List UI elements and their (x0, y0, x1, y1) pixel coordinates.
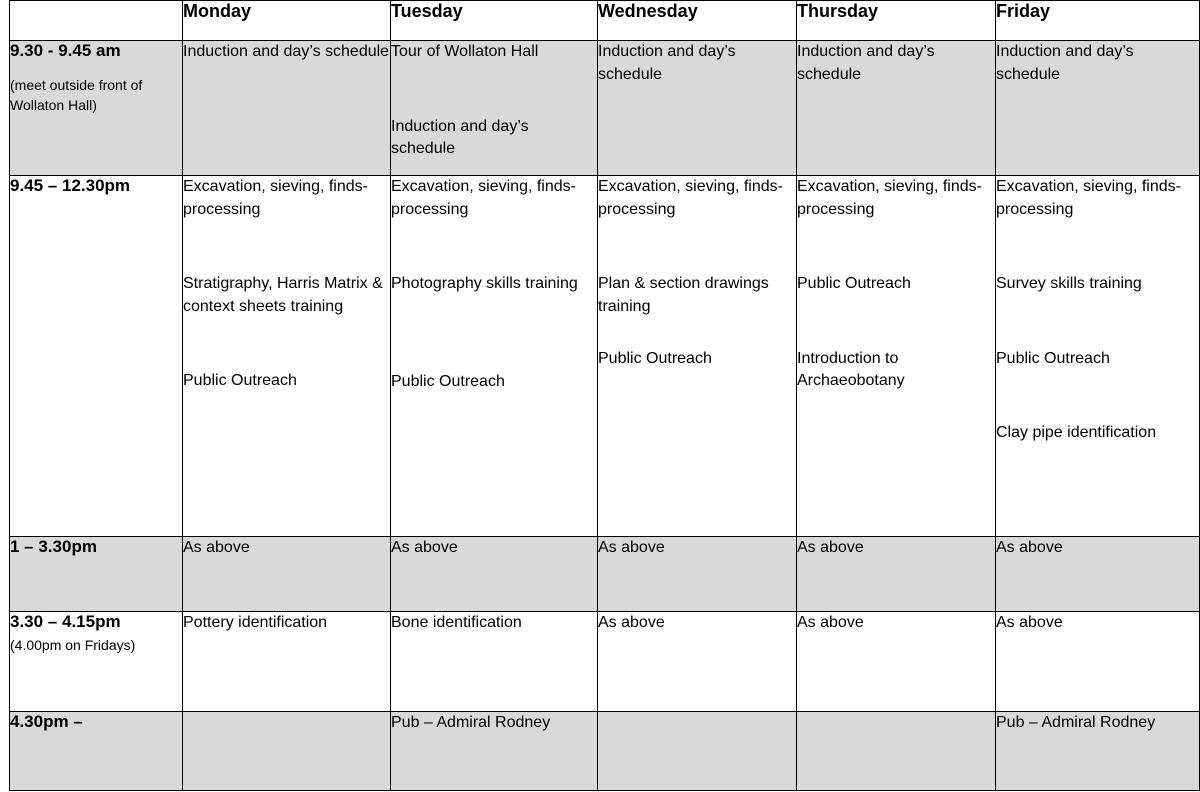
cell-wednesday: As above (598, 537, 797, 612)
cell-tuesday (391, 41, 598, 176)
time-label: 4.30pm – (10, 712, 83, 731)
time-cell (10, 41, 183, 176)
header-corner-cell (10, 1, 183, 41)
activity: Photography skills training (391, 275, 578, 292)
cell-friday: Pub – Admiral Rodney (996, 712, 1200, 791)
row-1530 (10, 612, 1200, 712)
activity: Tour of Wollaton Hall (391, 43, 539, 60)
activity: Public Outreach (996, 349, 1110, 367)
cell-thursday (797, 712, 996, 791)
activity: Excavation, sieving, finds-processing (996, 178, 1181, 218)
cell-wednesday (598, 41, 797, 176)
cell-thursday: As above (797, 612, 996, 712)
cell-monday (183, 176, 391, 537)
cell-thursday (797, 176, 996, 537)
activity: Excavation, sieving, finds-processing (183, 178, 368, 218)
row-0930 (10, 41, 1200, 176)
activity: Induction and day’s schedule (391, 117, 529, 157)
activity: Introduction to Archaeobotany (797, 349, 905, 389)
activity: Survey skills training (996, 275, 1142, 292)
activity: Plan & section drawings training (598, 275, 769, 315)
cell-tuesday: Bone identification (391, 612, 598, 712)
activity: Induction and day’s schedule (183, 43, 390, 60)
activity: Stratigraphy, Harris Matrix & context sheets training (183, 275, 383, 315)
header-thursday: Thursday (797, 1, 996, 41)
activity: Induction and day’s schedule (598, 43, 736, 83)
activity: Excavation, sieving, finds-processing (598, 178, 783, 218)
cell-friday (996, 176, 1200, 537)
cell-wednesday (598, 712, 797, 791)
time-note: (4.00pm on Fridays) (10, 637, 136, 653)
time-label: 9.30 - 9.45 am (10, 41, 121, 60)
header-friday: Friday (996, 1, 1200, 41)
activity: Public Outreach (391, 372, 505, 390)
time-note: (meet outside front of Wollaton Hall) (10, 77, 143, 113)
cell-friday: As above (996, 612, 1200, 712)
cell-friday (996, 41, 1200, 176)
activity: Public Outreach (598, 350, 712, 367)
header-row (10, 1, 1200, 41)
cell-tuesday: As above (391, 537, 598, 612)
cell-tuesday: Pub – Admiral Rodney (391, 712, 598, 791)
weekly-schedule-table (9, 0, 1200, 791)
activity: Excavation, sieving, finds-processing (797, 178, 982, 218)
row-1300 (10, 537, 1200, 612)
header-wednesday: Wednesday (598, 1, 797, 41)
cell-wednesday (598, 176, 797, 537)
cell-friday: As above (996, 537, 1200, 612)
header-monday: Monday (183, 1, 391, 41)
activity: Public Outreach (183, 372, 297, 389)
cell-monday: Pottery identification (183, 612, 391, 712)
time-cell (10, 712, 183, 791)
cell-wednesday: As above (598, 612, 797, 712)
cell-monday (183, 712, 391, 791)
header-tuesday: Tuesday (391, 1, 598, 41)
cell-thursday: As above (797, 537, 996, 612)
time-label: 9.45 – 12.30pm (10, 176, 131, 195)
row-0945 (10, 176, 1200, 537)
schedule-frame (9, 0, 1199, 790)
cell-thursday (797, 41, 996, 176)
time-cell (10, 612, 183, 712)
cell-tuesday (391, 176, 598, 537)
activity: Public Outreach (797, 275, 911, 292)
time-cell (10, 176, 183, 537)
activity: Induction and day’s schedule (996, 43, 1134, 83)
time-label: 1 – 3.30pm (10, 537, 97, 556)
cell-monday: As above (183, 537, 391, 612)
activity: Induction and day’s schedule (797, 43, 935, 83)
activity: Excavation, sieving, finds-processing (391, 178, 576, 218)
time-label: 3.30 – 4.15pm (10, 612, 121, 631)
activity: Clay pipe identification (996, 424, 1157, 441)
time-cell (10, 537, 183, 612)
row-1630 (10, 712, 1200, 791)
cell-monday (183, 41, 391, 176)
